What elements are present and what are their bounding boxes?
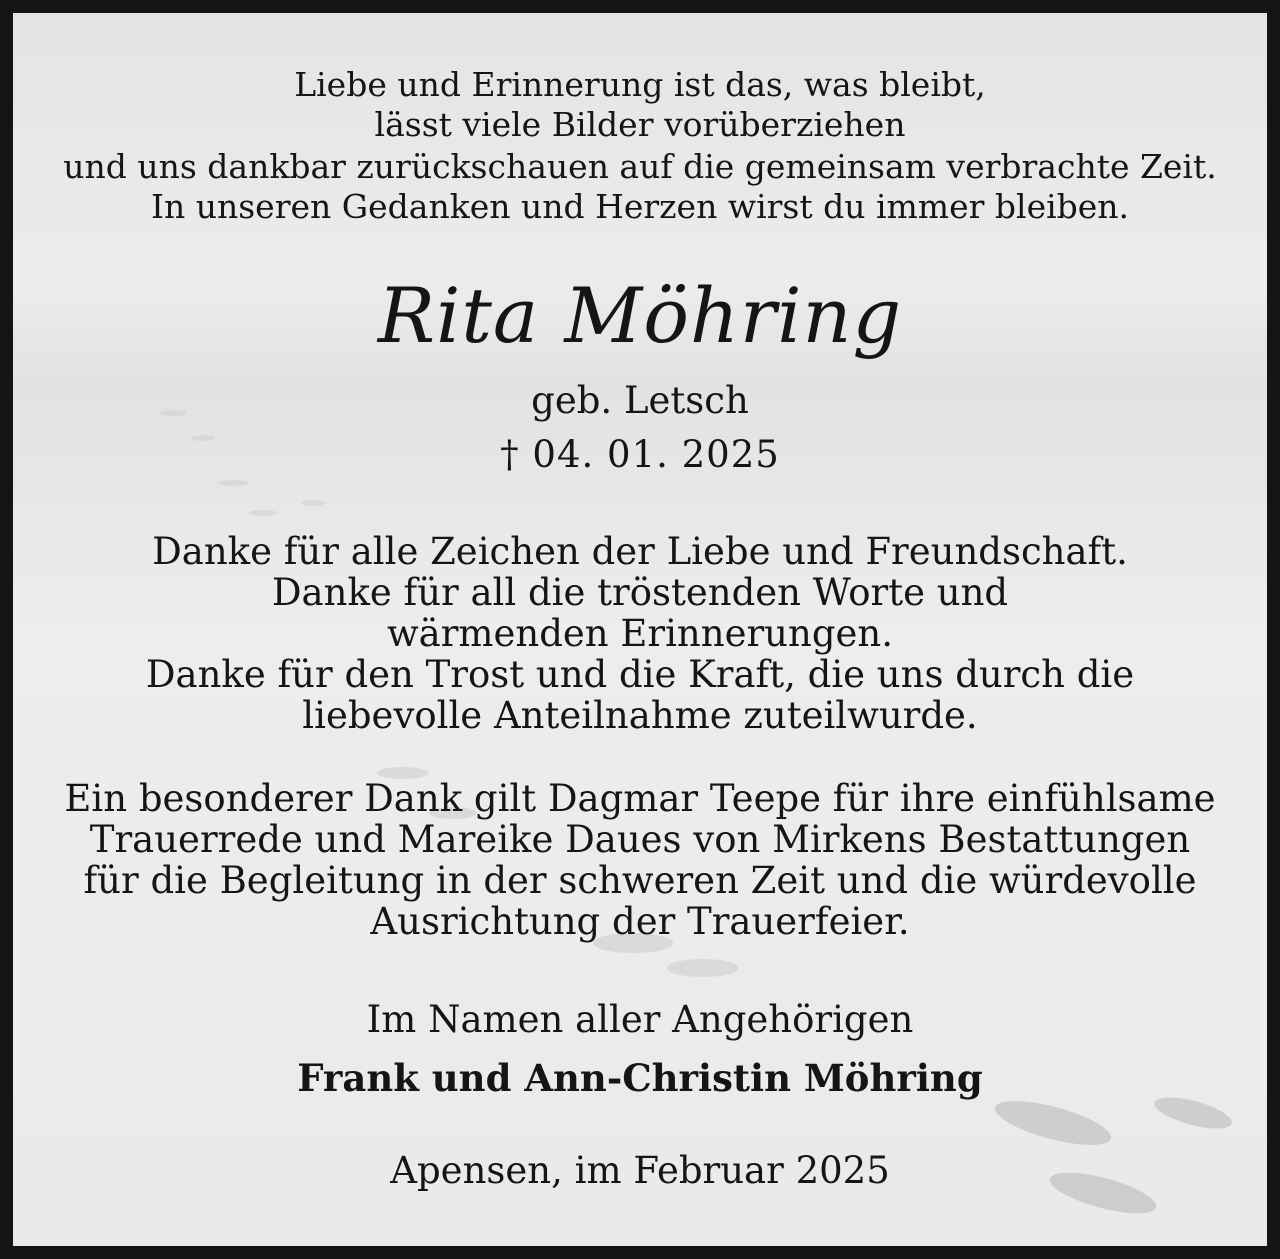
special-thanks-line: für die Begleitung in der schweren Zeit und die würdevolle (83, 859, 1197, 902)
poem-line: Liebe und Erinnerung ist das, was bleibt, (294, 65, 986, 104)
signature-names: Frank und Ann-Christin Möhring (297, 1056, 983, 1100)
thanks-line: wärmenden Erinnerungen. (386, 612, 893, 655)
poem-line: und uns dankbar zurückschauen auf die gemeinsam verbrachte Zeit. (63, 147, 1217, 186)
birth-name: geb. Letsch (531, 379, 749, 422)
poem-line: In unseren Gedanken und Herzen wirst du immer bleiben. (150, 187, 1130, 226)
thanks-line: Danke für all die tröstenden Worte und (271, 571, 1009, 614)
thanks-line: liebevolle Anteilnahme zuteilwurde. (302, 694, 978, 737)
place-date: Apensen, im Februar 2025 (390, 1149, 890, 1192)
deceased-name: Rita Möhring (377, 271, 903, 360)
special-thanks-line: Trauerrede und Mareike Daues von Mirkens Bestattungen (89, 818, 1191, 861)
signature-intro: Im Namen aller Angehörigen (366, 998, 914, 1041)
thanks-line: Danke für alle Zeichen der Liebe und Freundschaft. (152, 530, 1128, 573)
poem-line: lässt viele Bilder vorüberziehen (374, 105, 906, 144)
notice-content (13, 13, 1267, 1246)
special-thanks-line: Ein besonderer Dank gilt Dagmar Teepe für ihre einfühlsame (64, 777, 1216, 820)
death-date: † 04. 01. 2025 (500, 433, 780, 476)
special-thanks-line: Ausrichtung der Trauerfeier. (370, 900, 910, 943)
thanks-line: Danke für den Trost und die Kraft, die uns durch die (145, 653, 1135, 696)
